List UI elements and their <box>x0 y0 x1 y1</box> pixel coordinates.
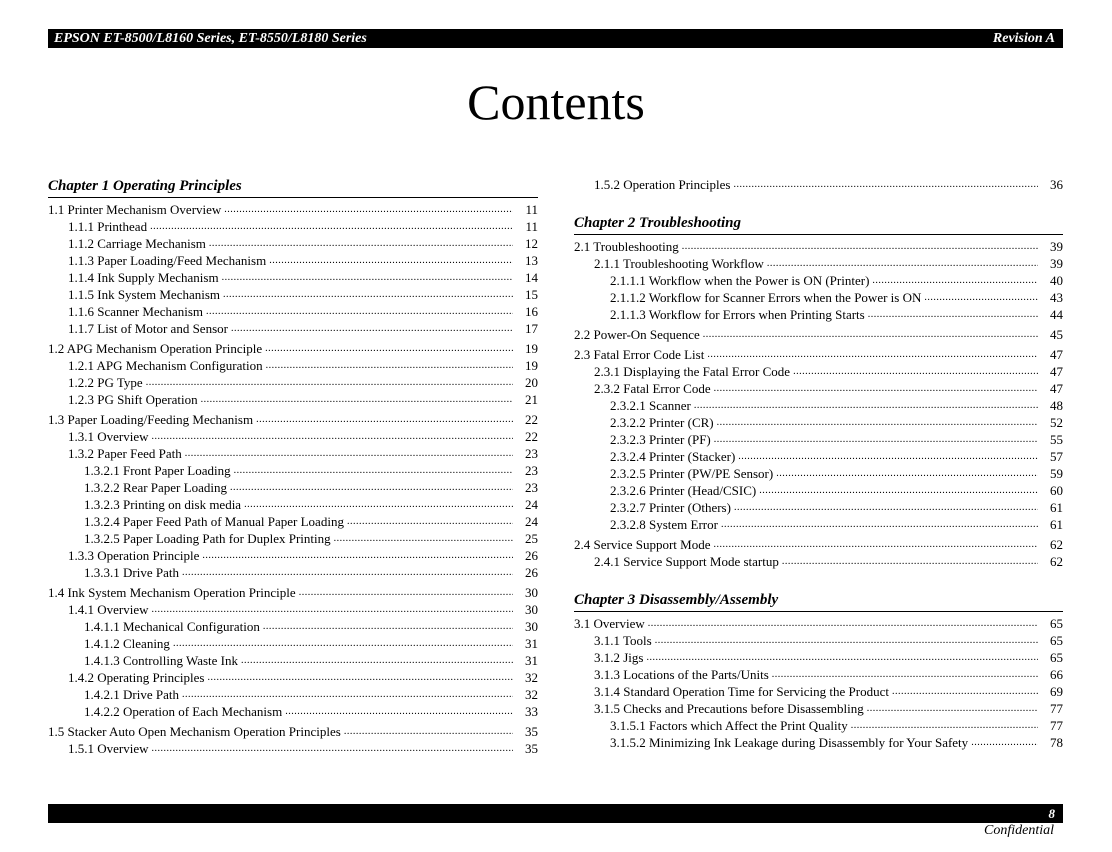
toc-entry-label: 1.1.7 List of Motor and Sensor <box>68 321 228 336</box>
dot-leader <box>244 496 513 513</box>
toc-entry[interactable] <box>48 513 538 530</box>
toc-entry-page-number: 77 <box>1050 701 1063 716</box>
toc-entry[interactable] <box>574 516 1063 533</box>
toc-entry[interactable] <box>574 380 1063 397</box>
dot-leader <box>872 272 1038 289</box>
toc-entry-label: 1.1.6 Scanner Mechanism <box>68 304 204 319</box>
dot-leader <box>738 448 1038 465</box>
dot-leader <box>146 374 513 391</box>
toc-entry-page-number: 31 <box>525 653 538 668</box>
toc-entry[interactable] <box>48 462 538 479</box>
toc-entry-label: 1.5.1 Overview <box>68 741 149 756</box>
toc-entry[interactable] <box>574 465 1063 482</box>
dot-leader <box>707 346 1038 363</box>
toc-entry[interactable] <box>48 547 538 564</box>
toc-entry-label: 1.4.1.1 Mechanical Configuration <box>84 619 260 634</box>
toc-entry[interactable] <box>574 255 1063 272</box>
dot-leader <box>209 235 513 252</box>
toc-entry-page-number: 61 <box>1050 500 1063 515</box>
header-product-title: EPSON ET-8500/L8160 Series, ET-8550/L8180 Series <box>54 31 367 46</box>
toc-entry-page-number: 65 <box>1050 616 1063 631</box>
toc-list-chapter-1 <box>48 201 538 757</box>
toc-entry-page-number: 62 <box>1050 537 1063 552</box>
toc-list-chapter-3 <box>574 615 1063 751</box>
dot-leader <box>201 391 513 408</box>
toc-entry-page-number: 17 <box>525 321 538 336</box>
toc-entry[interactable] <box>48 686 538 703</box>
toc-entry-label: 1.3.2 Paper Feed Path <box>68 446 182 461</box>
toc-entry-page-number: 31 <box>525 636 538 651</box>
dot-leader <box>285 703 513 720</box>
dot-leader <box>868 306 1038 323</box>
dot-leader <box>782 553 1038 570</box>
dot-leader <box>721 516 1038 533</box>
dot-leader <box>767 255 1038 272</box>
toc-entry-label: 2.3.2.8 System Error <box>610 517 718 532</box>
toc-entry-page-number: 32 <box>525 670 538 685</box>
toc-entry-label: 2.3.2.3 Printer (PF) <box>610 432 711 447</box>
dot-leader <box>152 601 513 618</box>
toc-entry-label: 1.1.2 Carriage Mechanism <box>68 236 206 251</box>
dot-leader <box>231 320 513 337</box>
toc-entry-label: 2.1 Troubleshooting <box>574 239 679 254</box>
toc-entry-label: 2.1.1.2 Workflow for Scanner Errors when the Power is ON <box>610 290 922 305</box>
dot-leader <box>655 632 1038 649</box>
dot-leader <box>263 618 513 635</box>
toc-entry-label: 1.4 Ink System Mechanism Operation Principle <box>48 585 296 600</box>
toc-entry-label: 2.3 Fatal Error Code List <box>574 347 705 362</box>
toc-entry-label: 1.3.2.3 Printing on disk media <box>84 497 242 512</box>
dot-leader <box>714 431 1038 448</box>
toc-entry-page-number: 65 <box>1050 633 1063 648</box>
toc-entry[interactable] <box>574 734 1063 751</box>
toc-entry-page-number: 60 <box>1050 483 1063 498</box>
toc-entry-page-number: 26 <box>525 565 538 580</box>
toc-entry[interactable] <box>574 363 1063 380</box>
chapter-3-heading: Chapter 3 Disassembly/Assembly <box>574 590 1063 612</box>
toc-entry-page-number: 47 <box>1050 364 1063 379</box>
dot-leader <box>851 717 1038 734</box>
toc-entry-page-number: 47 <box>1050 381 1063 396</box>
toc-entry-label: 1.3.2.2 Rear Paper Loading <box>84 480 227 495</box>
toc-entry-label: 2.3.2.2 Printer (CR) <box>610 415 714 430</box>
dot-leader <box>892 683 1038 700</box>
toc-entry[interactable] <box>48 479 538 496</box>
dot-leader <box>703 326 1038 343</box>
toc-entry[interactable] <box>48 374 538 391</box>
dot-leader <box>230 479 513 496</box>
toc-entry-label: 2.1.1 Troubleshooting Workflow <box>594 256 764 271</box>
toc-entry-label: 2.2 Power-On Sequence <box>574 327 700 342</box>
toc-entry-label: 2.3.2.5 Printer (PW/PE Sensor) <box>610 466 774 481</box>
toc-entry[interactable] <box>574 683 1063 700</box>
toc-entry[interactable] <box>48 340 538 357</box>
toc-entry-label: 2.3.2 Fatal Error Code <box>594 381 711 396</box>
toc-entry-page-number: 15 <box>525 287 538 302</box>
toc-entry-page-number: 30 <box>525 602 538 617</box>
toc-entry-page-number: 26 <box>525 548 538 563</box>
toc-entry-page-number: 78 <box>1050 735 1063 750</box>
toc-entry-label: 1.2.2 PG Type <box>68 375 143 390</box>
toc-entry[interactable] <box>574 176 1063 193</box>
toc-entry[interactable] <box>574 346 1063 363</box>
toc-entry-label: 1.3.3.1 Drive Path <box>84 565 179 580</box>
toc-entry-page-number: 22 <box>525 429 538 444</box>
toc-entry[interactable] <box>48 618 538 635</box>
toc-entry-page-number: 24 <box>525 514 538 529</box>
toc-entry-label: 2.3.1 Displaying the Fatal Error Code <box>594 364 791 379</box>
dot-leader <box>694 397 1038 414</box>
toc-entry[interactable] <box>574 448 1063 465</box>
dot-leader <box>182 686 513 703</box>
toc-entry-page-number: 11 <box>525 219 538 234</box>
toc-entry[interactable] <box>48 723 538 740</box>
dot-leader <box>202 547 513 564</box>
dot-leader <box>299 584 513 601</box>
toc-entry-label: 1.3 Paper Loading/Feeding Mechanism <box>48 412 254 427</box>
dot-leader <box>234 462 513 479</box>
toc-entry[interactable] <box>48 530 538 547</box>
dot-leader <box>266 357 513 374</box>
toc-entry[interactable] <box>48 652 538 669</box>
toc-entry-page-number: 69 <box>1050 684 1063 699</box>
toc-entry-page-number: 30 <box>525 619 538 634</box>
toc-entry-page-number: 45 <box>1050 327 1063 342</box>
toc-entry-label: 1.3.1 Overview <box>68 429 149 444</box>
toc-entry-page-number: 47 <box>1050 347 1063 362</box>
dot-leader <box>759 482 1038 499</box>
toc-entry[interactable] <box>48 235 538 252</box>
toc-entry-page-number: 62 <box>1050 554 1063 569</box>
toc-entry[interactable] <box>574 700 1063 717</box>
toc-entry[interactable] <box>574 326 1063 343</box>
toc-entry-page-number: 33 <box>525 704 538 719</box>
toc-entry-label: 2.3.2.6 Printer (Head/CSIC) <box>610 483 757 498</box>
dot-leader <box>776 465 1038 482</box>
toc-entry-label: 1.4.2.2 Operation of Each Mechanism <box>84 704 283 719</box>
toc-entry[interactable] <box>48 252 538 269</box>
toc-entry-label: 2.4 Service Support Mode <box>574 537 711 552</box>
toc-entry[interactable] <box>574 649 1063 666</box>
toc-entry-label: 1.4.1.3 Controlling Waste Ink <box>84 653 238 668</box>
toc-entry[interactable] <box>574 272 1063 289</box>
dot-leader <box>150 218 513 235</box>
toc-entry-label: 2.4.1 Service Support Mode startup <box>594 554 779 569</box>
toc-entry[interactable] <box>48 218 538 235</box>
dot-leader <box>648 615 1038 632</box>
toc-entry-page-number: 61 <box>1050 517 1063 532</box>
toc-entry-page-number: 52 <box>1050 415 1063 430</box>
toc-entry[interactable] <box>48 411 538 428</box>
toc-entry-label: 1.5.2 Operation Principles <box>594 177 731 192</box>
dot-leader <box>924 289 1038 306</box>
toc-entry-page-number: 23 <box>525 446 538 461</box>
toc-entry-page-number: 39 <box>1050 256 1063 271</box>
toc-entry[interactable] <box>48 391 538 408</box>
toc-entry[interactable] <box>48 428 538 445</box>
toc-entry-page-number: 11 <box>525 202 538 217</box>
dot-leader <box>646 649 1038 666</box>
toc-entry-page-number: 40 <box>1050 273 1063 288</box>
toc-entry-page-number: 23 <box>525 480 538 495</box>
toc-entry[interactable] <box>574 397 1063 414</box>
dot-leader <box>682 238 1038 255</box>
toc-entry-page-number: 66 <box>1050 667 1063 682</box>
toc-entry-page-number: 19 <box>525 341 538 356</box>
dot-leader <box>734 499 1038 516</box>
dot-leader <box>713 536 1038 553</box>
toc-list-chapter-2 <box>574 238 1063 570</box>
toc-entry[interactable] <box>574 306 1063 323</box>
toc-entry-label: 1.1.1 Printhead <box>68 219 148 234</box>
toc-entry-label: 2.3.2.1 Scanner <box>610 398 691 413</box>
toc-entry-label: 1.4.2 Operating Principles <box>68 670 205 685</box>
toc-entry[interactable] <box>574 482 1063 499</box>
toc-entry-label: 1.3.2.4 Paper Feed Path of Manual Paper Loading <box>84 514 344 529</box>
toc-entry-page-number: 23 <box>525 463 538 478</box>
dot-leader <box>334 530 513 547</box>
toc-entry-label: 1.2 APG Mechanism Operation Principle <box>48 341 263 356</box>
toc-entry[interactable] <box>48 669 538 686</box>
dot-leader <box>265 340 513 357</box>
toc-entry[interactable] <box>574 536 1063 553</box>
toc-entry[interactable] <box>574 632 1063 649</box>
dot-leader <box>224 201 513 218</box>
dot-leader <box>256 411 513 428</box>
toc-entry[interactable] <box>574 717 1063 734</box>
toc-entry[interactable] <box>574 289 1063 306</box>
toc-entry-page-number: 30 <box>525 585 538 600</box>
toc-entry[interactable] <box>48 496 538 513</box>
toc-entry-label: 3.1.4 Standard Operation Time for Servicing the Product <box>594 684 889 699</box>
toc-entry-page-number: 21 <box>525 392 538 407</box>
toc-entry[interactable] <box>574 553 1063 570</box>
toc-entry[interactable] <box>48 635 538 652</box>
toc-entry-page-number: 43 <box>1050 290 1063 305</box>
toc-entry[interactable] <box>574 615 1063 632</box>
toc-entry-label: 2.1.1.3 Workflow for Errors when Printing Starts <box>610 307 865 322</box>
dot-leader <box>241 652 513 669</box>
toc-entry-page-number: 48 <box>1050 398 1063 413</box>
dot-leader <box>971 734 1038 751</box>
page-number: 8 <box>1048 806 1055 821</box>
toc-entry-page-number: 20 <box>525 375 538 390</box>
dot-leader <box>152 428 513 445</box>
confidential-label: Confidential <box>984 823 1054 838</box>
toc-entry[interactable] <box>48 740 538 757</box>
toc-entry-label: 1.1.4 Ink Supply Mechanism <box>68 270 219 285</box>
toc-entry-label: 3.1.2 Jigs <box>594 650 644 665</box>
toc-entry-label: 1.4.2.1 Drive Path <box>84 687 179 702</box>
toc-entry[interactable] <box>574 666 1063 683</box>
toc-entry-page-number: 57 <box>1050 449 1063 464</box>
toc-entry[interactable] <box>48 445 538 462</box>
toc-entry-page-number: 22 <box>525 412 538 427</box>
toc-entry-label: 3.1 Overview <box>574 616 645 631</box>
toc-entry[interactable] <box>48 703 538 720</box>
dot-leader <box>269 252 513 269</box>
toc-entry-page-number: 24 <box>525 497 538 512</box>
toc-entry-label: 3.1.5 Checks and Precautions before Disassembling <box>594 701 864 716</box>
toc-entry[interactable] <box>48 303 538 320</box>
toc-entry-page-number: 65 <box>1050 650 1063 665</box>
header-bar <box>48 29 1063 48</box>
dot-leader <box>222 269 513 286</box>
toc-entry[interactable] <box>48 269 538 286</box>
footer-bar <box>48 804 1063 823</box>
toc-entry-page-number: 25 <box>525 531 538 546</box>
dot-leader <box>182 564 513 581</box>
toc-entry-label: 1.2.1 APG Mechanism Configuration <box>68 358 263 373</box>
toc-entry-page-number: 32 <box>525 687 538 702</box>
toc-entry-label: 3.1.5.2 Minimizing Ink Leakage during Disassembly for Your Safety <box>610 735 969 750</box>
toc-entry-page-number: 44 <box>1050 307 1063 322</box>
toc-entry-page-number: 16 <box>525 304 538 319</box>
chapter-1-heading: Chapter 1 Operating Principles <box>48 176 538 198</box>
dot-leader <box>347 513 513 530</box>
dot-leader <box>714 380 1038 397</box>
dot-leader <box>223 286 513 303</box>
toc-entry-page-number: 12 <box>525 236 538 251</box>
toc-entry[interactable] <box>48 584 538 601</box>
toc-entry[interactable] <box>48 601 538 618</box>
toc-entry-page-number: 77 <box>1050 718 1063 733</box>
toc-entry-label: 1.1.3 Paper Loading/Feed Mechanism <box>68 253 267 268</box>
toc-entry-page-number: 35 <box>525 741 538 756</box>
dot-leader <box>772 666 1038 683</box>
toc-entry[interactable] <box>48 201 538 218</box>
page-title: Contents <box>467 74 645 130</box>
toc-entry-page-number: 14 <box>525 270 538 285</box>
toc-entry[interactable] <box>48 286 538 303</box>
toc-entry-page-number: 55 <box>1050 432 1063 447</box>
toc-entry-label: 1.4.1 Overview <box>68 602 149 617</box>
toc-entry[interactable] <box>48 357 538 374</box>
toc-entry[interactable] <box>574 238 1063 255</box>
dot-leader <box>185 445 513 462</box>
toc-entry[interactable] <box>574 414 1063 431</box>
toc-entry-label: 1.1 Printer Mechanism Overview <box>48 202 222 217</box>
dot-leader <box>206 303 513 320</box>
toc-entry-page-number: 35 <box>525 724 538 739</box>
dot-leader <box>152 740 513 757</box>
left-column <box>48 176 538 757</box>
toc-entry-label: 1.5 Stacker Auto Open Mechanism Operation Principles <box>48 724 341 739</box>
dot-leader <box>733 176 1038 193</box>
toc-entry-label: 3.1.5.1 Factors which Affect the Print Quality <box>610 718 848 733</box>
dot-leader <box>173 635 513 652</box>
toc-entry[interactable] <box>574 499 1063 516</box>
dot-leader <box>793 363 1038 380</box>
toc-entry-label: 2.3.2.7 Printer (Others) <box>610 500 731 515</box>
toc-entry-page-number: 13 <box>525 253 538 268</box>
toc-entry[interactable] <box>574 431 1063 448</box>
toc-entry-page-number: 39 <box>1050 239 1063 254</box>
toc-entry-label: 2.3.2.4 Printer (Stacker) <box>610 449 736 464</box>
dot-leader <box>344 723 513 740</box>
toc-entry[interactable] <box>48 564 538 581</box>
toc-entry-label: 2.1.1.1 Workflow when the Power is ON (Printer) <box>610 273 870 288</box>
toc-entry-label: 3.1.1 Tools <box>594 633 652 648</box>
header-revision: Revision A <box>992 31 1055 46</box>
toc-entry-page-number: 19 <box>525 358 538 373</box>
toc-entry-page-number: 59 <box>1050 466 1063 481</box>
dot-leader <box>717 414 1038 431</box>
chapter-2-heading: Chapter 2 Troubleshooting <box>574 213 1063 235</box>
toc-entry-label: 1.3.2.1 Front Paper Loading <box>84 463 231 478</box>
toc-entry-label: 1.1.5 Ink System Mechanism <box>68 287 221 302</box>
dot-leader <box>207 669 513 686</box>
toc-entry-label: 1.3.2.5 Paper Loading Path for Duplex Printing <box>84 531 331 546</box>
right-column <box>574 176 1063 751</box>
toc-entry-page-number: 36 <box>1050 177 1063 192</box>
toc-entry-label: 3.1.3 Locations of the Parts/Units <box>594 667 769 682</box>
toc-entry-label: 1.2.3 PG Shift Operation <box>68 392 198 407</box>
toc-entry-label: 1.4.1.2 Cleaning <box>84 636 170 651</box>
toc-list-chapter-1-continued <box>574 176 1063 193</box>
dot-leader <box>867 700 1038 717</box>
toc-entry[interactable] <box>48 320 538 337</box>
toc-entry-label: 1.3.3 Operation Principle <box>68 548 200 563</box>
